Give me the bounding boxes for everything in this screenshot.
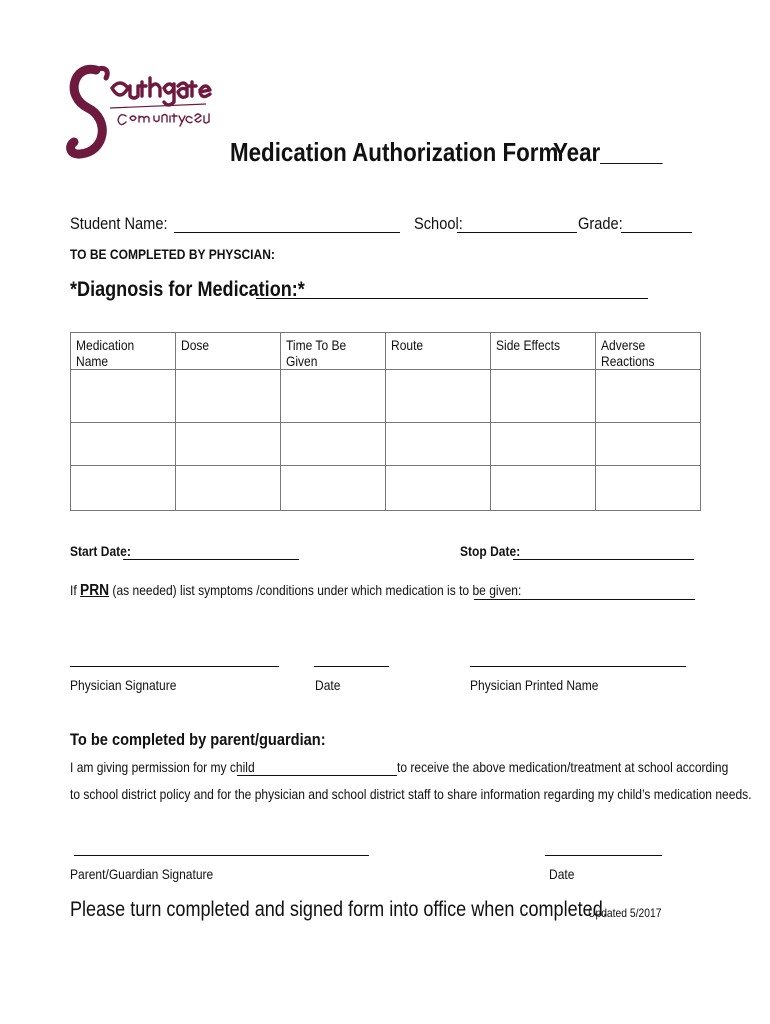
form-title-text: Medication Authorization Form — [230, 137, 559, 167]
table-cell[interactable] — [386, 466, 491, 511]
stop-date-label: Stop Date: — [460, 543, 521, 559]
table-cell[interactable] — [491, 370, 596, 423]
table-cell[interactable] — [71, 370, 176, 423]
school-field[interactable] — [457, 232, 577, 233]
permission-start: I am giving permission for my child — [70, 759, 255, 775]
physician-date-label-wrap — [315, 677, 345, 693]
col-header-text: Adverse Reactions — [601, 337, 655, 369]
table-cell[interactable] — [176, 370, 281, 423]
table-cell[interactable] — [281, 466, 386, 511]
parent-signature-field[interactable] — [74, 855, 369, 856]
school-label: School: — [414, 214, 463, 233]
table-cell[interactable] — [176, 466, 281, 511]
start-date-label-wrap — [70, 543, 141, 559]
prn-prefix: If — [70, 582, 77, 598]
stop-date-label-wrap — [460, 543, 530, 559]
physician-signature-label: Physician Signature — [70, 677, 177, 693]
parent-signature-label: Parent/Guardian Signature — [70, 866, 214, 882]
table-cell[interactable] — [491, 423, 596, 466]
physician-section-heading — [70, 246, 308, 262]
parent-section-heading — [70, 730, 367, 750]
physician-signature-label-wrap — [70, 677, 194, 693]
table-cell[interactable] — [596, 423, 701, 466]
student-name-field[interactable] — [174, 232, 400, 233]
table-cell[interactable] — [71, 466, 176, 511]
logo-graphic — [66, 56, 216, 166]
start-date-label: Start Date: — [70, 543, 131, 559]
physician-date-label: Date — [315, 677, 341, 693]
table-cell[interactable] — [596, 466, 701, 511]
parent-signature-label-wrap — [70, 866, 237, 882]
prn-keyword: PRN — [80, 582, 110, 599]
col-medication-name — [71, 333, 176, 370]
diagnosis-label: *Diagnosis for Medication:* — [70, 278, 305, 301]
turn-in-text: Please turn completed and signed form into office when completed. — [70, 898, 608, 921]
permission-line2: to school district policy and for the physician and school district staff to share information regarding my child’s medication needs. — [70, 786, 752, 802]
child-name-field[interactable] — [237, 775, 397, 776]
table-cell[interactable] — [281, 370, 386, 423]
table-cell[interactable] — [386, 423, 491, 466]
prn-symptoms-field[interactable] — [474, 599, 695, 600]
physician-printed-name-label-wrap — [470, 677, 619, 693]
year-field[interactable] — [553, 137, 680, 168]
table-cell[interactable] — [281, 423, 386, 466]
start-date-field[interactable] — [123, 559, 299, 560]
table-header-row — [71, 333, 701, 370]
col-header-text: Route — [391, 337, 424, 353]
physician-date-field[interactable] — [314, 666, 389, 667]
table-cell[interactable] — [491, 466, 596, 511]
table-row — [71, 370, 701, 423]
parent-date-label-wrap — [549, 866, 579, 882]
prn-description: (as needed) list symptoms /conditions under which medication is to be given: — [112, 582, 522, 598]
prn-row — [70, 582, 595, 600]
updated-date — [588, 906, 673, 920]
physician-printed-name-label: Physician Printed Name — [470, 677, 599, 693]
permission-start-wrap — [70, 759, 285, 775]
table-cell[interactable] — [176, 423, 281, 466]
year-label: Year_____ — [553, 137, 663, 167]
student-info-row — [70, 214, 183, 234]
col-header-text: Time To Be Given — [286, 337, 347, 369]
student-name-label: Student Name: — [70, 214, 168, 233]
table-cell[interactable] — [386, 370, 491, 423]
medication-table — [70, 332, 701, 511]
col-route — [386, 333, 491, 370]
parent-date-field[interactable] — [545, 855, 662, 856]
table-cell[interactable] — [596, 370, 701, 423]
diagnosis-field[interactable] — [256, 298, 648, 299]
table-cell[interactable] — [71, 423, 176, 466]
col-adverse-reactions — [596, 333, 701, 370]
grade-field[interactable] — [621, 232, 692, 233]
parent-heading-text: To be completed by parent/guardian: — [70, 730, 326, 749]
physician-signature-field[interactable] — [70, 666, 279, 667]
col-side-effects — [491, 333, 596, 370]
permission-end: to receive the above medication/treatment at school according — [397, 759, 729, 775]
grade-label-wrap — [578, 214, 630, 234]
col-header-text: Dose — [181, 337, 210, 353]
physician-printed-name-field[interactable] — [470, 666, 686, 667]
permission-end-wrap — [397, 759, 770, 775]
col-header-text: Side Effects — [496, 337, 561, 353]
stop-date-field[interactable] — [513, 559, 694, 560]
col-dose — [176, 333, 281, 370]
parent-date-label: Date — [549, 866, 575, 882]
grade-label: Grade: — [578, 214, 623, 233]
col-time — [281, 333, 386, 370]
school-label-wrap — [414, 214, 471, 234]
updated-text: Updated 5/2017 — [588, 906, 662, 920]
table-row — [71, 466, 701, 511]
southgate-logo — [66, 56, 216, 166]
col-header-text: Medication Name — [76, 337, 135, 369]
physician-heading-text: TO BE COMPLETED BY PHYSCIAN: — [70, 246, 275, 262]
table-row — [71, 423, 701, 466]
permission-line2-wrap — [70, 786, 770, 802]
